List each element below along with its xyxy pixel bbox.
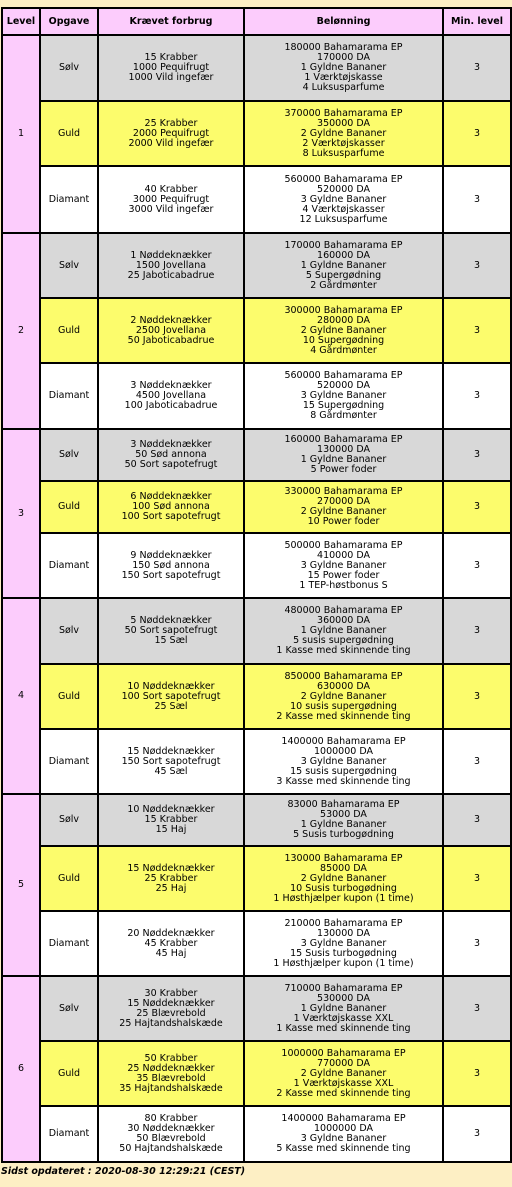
reward-item: 270000 DA xyxy=(317,496,370,507)
task-cell: Diamant xyxy=(41,1107,97,1161)
required-item: 9 Nøddeknækker xyxy=(130,549,212,561)
reward-item: 53000 DA xyxy=(320,809,367,820)
reward-item: 520000 DA xyxy=(317,183,370,195)
reward-item: 170000 DA xyxy=(317,52,370,63)
table-body xyxy=(3,36,510,1161)
table-row xyxy=(3,665,510,728)
task-cell: Guld xyxy=(41,299,97,362)
reward-item: 15 Susis turbogødning xyxy=(290,947,397,959)
required-item: 3 Nøddeknækker xyxy=(130,380,212,391)
required-item: 2000 Vild ingefær xyxy=(128,137,214,149)
reward-item: 5 Power foder xyxy=(310,464,377,475)
table-row xyxy=(3,1107,510,1161)
reward-item: 4 Værktøjskasser xyxy=(302,203,385,215)
required-item: 35 Hajtandshalskæde xyxy=(119,1082,223,1094)
task-cell: Guld xyxy=(41,847,97,910)
reward-item: 480000 Bahamarama EP xyxy=(284,605,403,616)
required-item: 50 Jaboticabadrue xyxy=(127,334,215,346)
required-item: 100 Sort sapotefrugt xyxy=(121,690,221,702)
reward-item: 10 susis supergødning xyxy=(290,700,397,712)
reward-item: 3 Kasse med skinnende ting xyxy=(276,775,411,787)
reward-item: 3 Gyldne Bananer xyxy=(300,390,387,401)
required-item: 6 Nøddeknækker xyxy=(130,491,212,502)
reward-cell xyxy=(245,234,442,297)
task-cell: Diamant xyxy=(41,730,97,793)
reward-item: 4 Luksusparfume xyxy=(302,82,385,93)
required-item: 2500 Jovellana xyxy=(135,324,207,336)
required-cell xyxy=(99,534,243,597)
task-cell: Sølv xyxy=(41,36,97,100)
task-cell: Diamant xyxy=(41,364,97,428)
reward-item: 1 Kasse med skinnende ting xyxy=(276,1022,411,1034)
required-item: 1 Nøddeknækker xyxy=(130,249,212,261)
reward-item: 15 Supergødning xyxy=(302,400,385,411)
min-level-cell: 3 xyxy=(444,599,510,663)
reward-item: 2 Gyldne Bananer xyxy=(300,690,387,702)
reward-item: 15 susis supergødning xyxy=(290,765,397,777)
reward-item: 3 Gyldne Bananer xyxy=(300,559,387,571)
required-item: 25 Sæl xyxy=(154,700,188,712)
reward-item: 1400000 Bahamarama EP xyxy=(281,735,406,747)
reward-item: 1000000 DA xyxy=(314,1123,373,1134)
min-level-cell: 3 xyxy=(444,847,510,910)
min-level-cell: 3 xyxy=(444,36,510,100)
reward-item: 1400000 Bahamarama EP xyxy=(281,1113,406,1124)
table-row xyxy=(3,430,510,480)
table-row xyxy=(3,847,510,910)
required-item: 25 Krabber xyxy=(144,872,198,884)
reward-item: 180000 Bahamarama EP xyxy=(284,42,403,53)
required-item: 50 Blævrebold xyxy=(136,1133,206,1144)
reward-cell xyxy=(245,730,442,793)
required-item: 100 Jaboticabadrue xyxy=(124,400,218,411)
reward-item: 2 Gårdmønter xyxy=(310,279,377,291)
table-row xyxy=(3,730,510,793)
header-task: Opgave xyxy=(41,9,97,34)
reward-item: 160000 Bahamarama EP xyxy=(284,434,403,445)
table-row xyxy=(3,977,510,1040)
reward-item: 210000 Bahamarama EP xyxy=(284,917,403,929)
reward-item: 710000 Bahamarama EP xyxy=(284,982,403,994)
required-cell xyxy=(99,299,243,362)
min-level-cell: 3 xyxy=(444,102,510,165)
reward-cell xyxy=(245,977,442,1040)
required-cell xyxy=(99,482,243,532)
level-cell: 4 xyxy=(3,599,39,793)
reward-item: 5 Kasse med skinnende ting xyxy=(276,1143,411,1154)
table-row xyxy=(3,795,510,845)
min-level-cell: 3 xyxy=(444,364,510,428)
reward-item: 280000 DA xyxy=(317,314,370,326)
min-level-cell: 3 xyxy=(444,795,510,845)
header-required: Krævet forbrug xyxy=(99,9,243,34)
min-level-cell: 3 xyxy=(444,665,510,728)
min-level-cell: 3 xyxy=(444,167,510,232)
reward-item: 8 Luksusparfume xyxy=(302,147,385,159)
reward-item: 560000 Bahamarama EP xyxy=(284,370,403,381)
task-cell: Diamant xyxy=(41,167,97,232)
required-cell xyxy=(99,730,243,793)
reward-item: 410000 DA xyxy=(317,549,370,561)
required-item: 25 Jaboticabadrue xyxy=(127,269,215,281)
required-item: 100 Sort sapotefrugt xyxy=(121,511,221,522)
required-item: 15 Nøddeknækker xyxy=(127,862,215,874)
last-updated: Sidst opdateret : 2020-08-30 12:29:21 (CEST) xyxy=(1,1166,246,1177)
min-level-cell: 3 xyxy=(444,299,510,362)
required-cell xyxy=(99,599,243,663)
reward-cell xyxy=(245,1107,442,1161)
level-cell: 1 xyxy=(3,36,39,232)
reward-item: 10 Susis turbogødning xyxy=(290,882,397,894)
required-item: 15 Krabber xyxy=(144,52,198,63)
reward-item: 4 Gårdmønter xyxy=(310,344,377,356)
level-cell: 5 xyxy=(3,795,39,975)
reward-item: 330000 Bahamarama EP xyxy=(284,486,403,497)
reward-item: 3 Gyldne Bananer xyxy=(300,755,387,767)
required-item: 30 Nøddeknækker xyxy=(127,1123,215,1134)
table-row xyxy=(3,299,510,362)
required-item: 150 Sort sapotefrugt xyxy=(121,569,221,581)
reward-item: 1 Værktøjskasse XXL xyxy=(293,1077,394,1089)
reward-item: 130000 DA xyxy=(317,444,370,455)
required-item: 50 Sød annona xyxy=(135,449,207,460)
table-row xyxy=(3,534,510,597)
required-cell xyxy=(99,430,243,480)
reward-item: 2 Værktøjskasser xyxy=(302,137,385,149)
min-level-cell: 3 xyxy=(444,534,510,597)
required-item: 15 Haj xyxy=(155,824,187,835)
reward-item: 520000 DA xyxy=(317,380,370,391)
task-cell: Sølv xyxy=(41,795,97,845)
reward-item: 160000 DA xyxy=(317,249,370,261)
reward-item: 3 Gyldne Bananer xyxy=(300,1133,387,1144)
required-item: 50 Sort sapotefrugt xyxy=(124,459,218,470)
reward-item: 1 Kasse med skinnende ting xyxy=(276,645,411,656)
reward-item: 350000 DA xyxy=(317,117,370,129)
reward-cell xyxy=(245,299,442,362)
required-item: 3000 Pequifrugt xyxy=(132,193,210,205)
reward-item: 1000000 Bahamarama EP xyxy=(281,1047,406,1059)
reward-item: 2 Gyldne Bananer xyxy=(300,872,387,884)
required-cell xyxy=(99,234,243,297)
required-cell xyxy=(99,912,243,975)
reward-item: 2 Kasse med skinnende ting xyxy=(276,710,411,722)
min-level-cell: 3 xyxy=(444,730,510,793)
reward-item: 2 Gyldne Bananer xyxy=(300,1067,387,1079)
reward-cell xyxy=(245,482,442,532)
required-item: 15 Nøddeknækker xyxy=(127,745,215,757)
level-cell: 2 xyxy=(3,234,39,428)
table-row xyxy=(3,102,510,165)
required-cell xyxy=(99,795,243,845)
reward-item: 630000 DA xyxy=(317,680,370,692)
reward-item: 1 Gyldne Bananer xyxy=(300,62,387,73)
required-item: 25 Blævrebold xyxy=(136,1007,206,1019)
table-row xyxy=(3,364,510,428)
task-cell: Guld xyxy=(41,482,97,532)
task-cell: Diamant xyxy=(41,912,97,975)
reward-cell xyxy=(245,364,442,428)
required-item: 50 Krabber xyxy=(144,1052,198,1064)
reward-item: 1 Gyldne Bananer xyxy=(300,819,387,830)
reward-item: 3 Gyldne Bananer xyxy=(300,937,387,949)
required-item: 1500 Jovellana xyxy=(135,259,207,271)
reward-item: 130000 Bahamarama EP xyxy=(284,852,403,864)
required-cell xyxy=(99,1107,243,1161)
reward-item: 300000 Bahamarama EP xyxy=(284,304,403,316)
table-row xyxy=(3,167,510,232)
required-item: 1000 Vild ingefær xyxy=(128,72,214,83)
required-item: 5 Nøddeknækker xyxy=(130,615,212,626)
reward-item: 170000 Bahamarama EP xyxy=(284,239,403,251)
required-item: 1000 Pequifrugt xyxy=(132,62,210,73)
required-cell xyxy=(99,847,243,910)
required-item: 15 Nøddeknækker xyxy=(127,997,215,1009)
level-cell: 3 xyxy=(3,430,39,597)
reward-item: 1 TEP-høstbonus S xyxy=(299,579,388,591)
task-cell: Diamant xyxy=(41,534,97,597)
reward-item: 2 Gyldne Bananer xyxy=(300,127,387,139)
reward-item: 5 Susis turbogødning xyxy=(293,829,394,840)
min-level-cell: 3 xyxy=(444,234,510,297)
reward-item: 560000 Bahamarama EP xyxy=(284,173,403,185)
required-item: 3000 Vild ingefær xyxy=(128,203,214,215)
required-item: 45 Sæl xyxy=(154,765,188,777)
reward-item: 5 susis supergødning xyxy=(293,635,394,646)
required-item: 2 Nøddeknækker xyxy=(130,314,212,326)
required-cell xyxy=(99,36,243,100)
min-level-cell: 3 xyxy=(444,1107,510,1161)
reward-cell xyxy=(245,665,442,728)
reward-item: 1 Gyldne Bananer xyxy=(300,454,387,465)
required-item: 40 Krabber xyxy=(144,183,198,195)
table-row xyxy=(3,36,510,100)
reward-item: 850000 Bahamarama EP xyxy=(284,670,403,682)
reward-item: 83000 Bahamarama EP xyxy=(287,799,400,810)
reward-item: 770000 DA xyxy=(317,1057,370,1069)
reward-item: 15 Power foder xyxy=(307,569,380,581)
required-item: 25 Hajtandshalskæde xyxy=(119,1017,223,1029)
required-item: 4500 Jovellana xyxy=(135,390,207,401)
reward-item: 1 Gyldne Bananer xyxy=(300,1002,387,1014)
task-cell: Sølv xyxy=(41,234,97,297)
reward-item: 1 Høsthjælper kupon (1 time) xyxy=(273,957,414,969)
reward-item: 1 Høsthjælper kupon (1 time) xyxy=(273,892,414,904)
required-item: 25 Haj xyxy=(155,882,187,894)
reward-item: 130000 DA xyxy=(317,927,370,939)
reward-cell xyxy=(245,1042,442,1105)
required-item: 25 Krabber xyxy=(144,117,198,129)
required-item: 100 Sød annona xyxy=(132,501,210,512)
required-item: 45 Haj xyxy=(155,947,187,959)
required-cell xyxy=(99,102,243,165)
required-item: 150 Sød annona xyxy=(132,559,210,571)
reward-item: 10 Supergødning xyxy=(302,334,385,346)
required-item: 45 Krabber xyxy=(144,937,198,949)
required-cell xyxy=(99,167,243,232)
required-item: 25 Nøddeknækker xyxy=(127,1062,215,1074)
task-cell: Guld xyxy=(41,665,97,728)
min-level-cell: 3 xyxy=(444,912,510,975)
reward-cell xyxy=(245,430,442,480)
reward-item: 1 Værktøjskasse xyxy=(304,72,383,83)
table-row xyxy=(3,599,510,663)
reward-cell xyxy=(245,795,442,845)
rewards-table xyxy=(1,7,512,1163)
required-cell xyxy=(99,1042,243,1105)
required-item: 2000 Pequifrugt xyxy=(132,127,210,139)
reward-item: 1000000 DA xyxy=(314,745,373,757)
reward-cell xyxy=(245,167,442,232)
reward-item: 5 Supergødning xyxy=(305,269,382,281)
required-item: 50 Hajtandshalskæde xyxy=(119,1143,223,1154)
required-item: 30 Krabber xyxy=(144,987,198,999)
reward-item: 2 Gyldne Bananer xyxy=(300,324,387,336)
required-item: 10 Nøddeknækker xyxy=(127,804,215,815)
required-item: 20 Nøddeknækker xyxy=(127,927,215,939)
reward-cell xyxy=(245,847,442,910)
header-reward: Belønning xyxy=(245,9,442,34)
reward-item: 1 Gyldne Bananer xyxy=(300,259,387,271)
required-item: 50 Sort sapotefrugt xyxy=(124,625,218,636)
min-level-cell: 3 xyxy=(444,430,510,480)
reward-cell xyxy=(245,36,442,100)
task-cell: Sølv xyxy=(41,599,97,663)
task-cell: Guld xyxy=(41,102,97,165)
required-item: 15 Sæl xyxy=(154,635,188,646)
reward-item: 360000 DA xyxy=(317,615,370,626)
required-cell xyxy=(99,364,243,428)
reward-item: 1 Værktøjskasse XXL xyxy=(293,1012,394,1024)
reward-item: 370000 Bahamarama EP xyxy=(284,107,403,119)
reward-item: 12 Luksusparfume xyxy=(299,213,388,225)
reward-cell xyxy=(245,912,442,975)
header-level: Level xyxy=(3,9,39,34)
required-item: 35 Blævrebold xyxy=(136,1072,206,1084)
reward-item: 500000 Bahamarama EP xyxy=(284,539,403,551)
reward-cell xyxy=(245,599,442,663)
required-item: 3 Nøddeknækker xyxy=(130,439,212,450)
level-cell: 6 xyxy=(3,977,39,1161)
min-level-cell: 3 xyxy=(444,1042,510,1105)
reward-item: 1 Gyldne Bananer xyxy=(300,625,387,636)
task-cell: Sølv xyxy=(41,430,97,480)
min-level-cell: 3 xyxy=(444,482,510,532)
required-item: 10 Nøddeknækker xyxy=(127,680,215,692)
task-cell: Sølv xyxy=(41,977,97,1040)
reward-cell xyxy=(245,534,442,597)
reward-item: 3 Gyldne Bananer xyxy=(300,193,387,205)
reward-item: 2 Gyldne Bananer xyxy=(300,506,387,517)
min-level-cell: 3 xyxy=(444,977,510,1040)
required-item: 80 Krabber xyxy=(144,1113,198,1124)
reward-item: 85000 DA xyxy=(320,862,367,874)
header-min-level: Min. level xyxy=(444,9,510,34)
reward-cell xyxy=(245,102,442,165)
reward-item: 2 Kasse med skinnende ting xyxy=(276,1087,411,1099)
reward-item: 10 Power foder xyxy=(307,516,380,527)
table-row xyxy=(3,912,510,975)
task-cell: Guld xyxy=(41,1042,97,1105)
required-item: 150 Sort sapotefrugt xyxy=(121,755,221,767)
table-row xyxy=(3,1042,510,1105)
reward-item: 8 Gårdmønter xyxy=(310,410,377,421)
table-row xyxy=(3,482,510,532)
table-row xyxy=(3,234,510,297)
required-cell xyxy=(99,977,243,1040)
header-row xyxy=(3,9,510,34)
required-cell xyxy=(99,665,243,728)
required-item: 15 Krabber xyxy=(144,814,198,825)
reward-item: 530000 DA xyxy=(317,992,370,1004)
